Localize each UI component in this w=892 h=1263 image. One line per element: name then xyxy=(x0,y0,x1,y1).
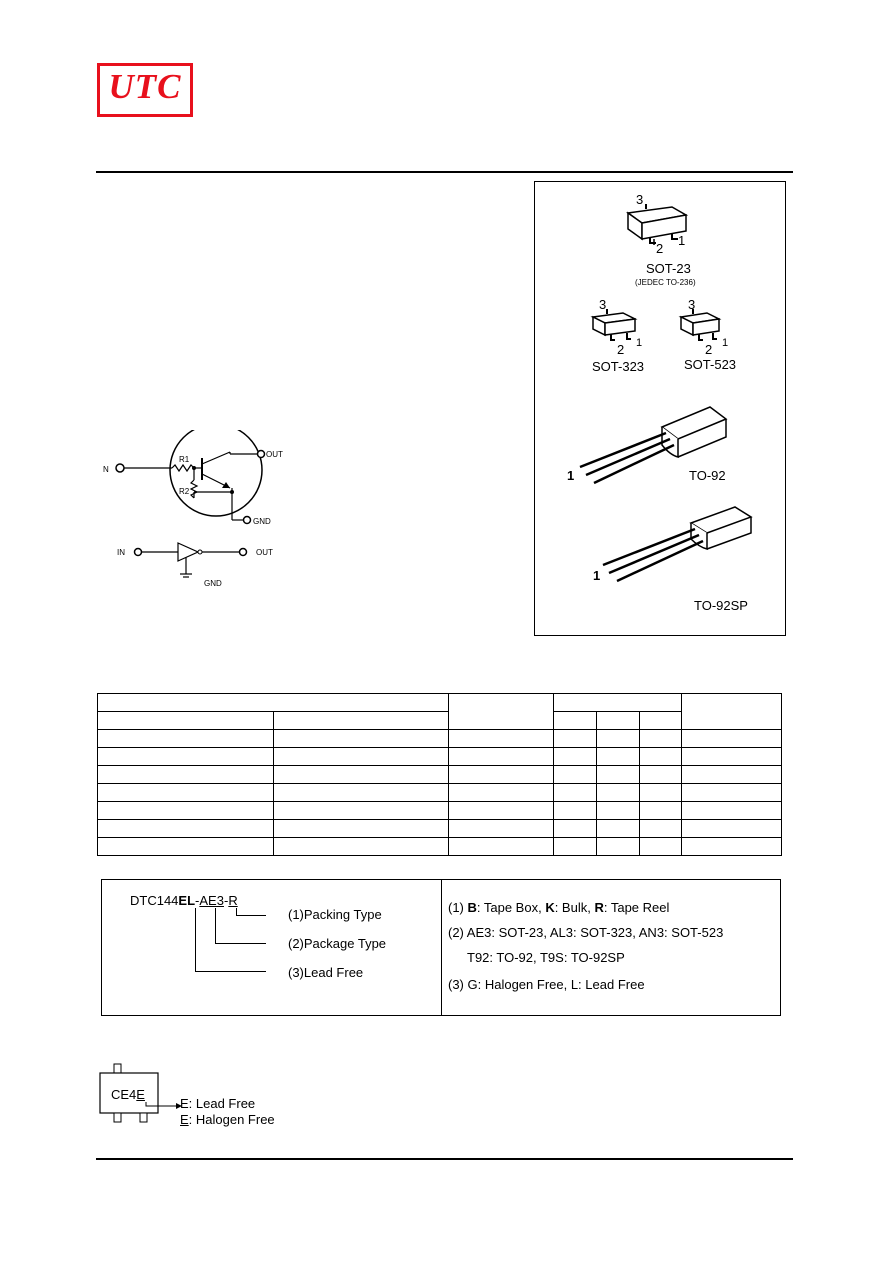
table-cell xyxy=(554,784,597,802)
table-cell xyxy=(554,838,597,856)
table-cell xyxy=(98,712,274,730)
symbol-in-label: IN xyxy=(117,548,125,557)
table-cell xyxy=(98,820,274,838)
marking-legend-key: E xyxy=(180,1112,189,1127)
table-cell xyxy=(449,838,554,856)
sot323-pin3: 3 xyxy=(599,297,607,312)
marking-legend-key: E xyxy=(180,1096,189,1111)
table-cell xyxy=(449,820,554,838)
table-cell xyxy=(554,748,597,766)
decoder-divider xyxy=(441,879,442,1016)
table-cell xyxy=(449,766,554,784)
part-package: AE3 xyxy=(199,893,224,908)
table-cell xyxy=(98,694,449,712)
table-cell xyxy=(682,802,782,820)
table-cell xyxy=(597,748,640,766)
sot23-note: (JEDEC TO-236) xyxy=(635,278,696,287)
table-row xyxy=(98,694,782,712)
table-cell xyxy=(273,712,449,730)
table-cell xyxy=(682,784,782,802)
table-cell xyxy=(640,766,682,784)
legend-value: : Tape Reel xyxy=(603,900,670,915)
legend-lead-free: (3) G: Halogen Free, L: Lead Free xyxy=(448,977,645,992)
part-dash: - xyxy=(195,893,200,908)
part-packing: R xyxy=(228,893,238,908)
sot23-drawing xyxy=(610,195,700,255)
table-cell xyxy=(640,838,682,856)
marking-legend-value: : Lead Free xyxy=(188,1096,256,1111)
table-cell xyxy=(640,730,682,748)
sot323-pin2: 2 xyxy=(617,342,625,357)
table-cell xyxy=(554,730,597,748)
to92sp-drawing xyxy=(595,505,760,590)
table-cell xyxy=(597,802,640,820)
sot523-pin1: 1 xyxy=(722,337,729,349)
table-cell xyxy=(449,784,554,802)
table-cell xyxy=(597,784,640,802)
legend-package-2: T92: TO-92, T9S: TO-92SP xyxy=(467,950,625,965)
table-row xyxy=(98,712,782,730)
table-cell xyxy=(640,712,682,730)
marking-code-suffix: E xyxy=(136,1087,145,1102)
table-cell xyxy=(597,820,640,838)
legend-package-1: (2) AE3: SOT-23, AL3: SOT-323, AN3: SOT-523 xyxy=(448,925,724,940)
table-cell xyxy=(273,784,449,802)
table-cell xyxy=(98,802,274,820)
table-cell xyxy=(273,766,449,784)
table-cell xyxy=(554,802,597,820)
table-cell xyxy=(597,730,640,748)
symbol-gnd-label: GND xyxy=(204,579,222,588)
legend-key: K xyxy=(545,900,555,915)
to92-label: TO-92 xyxy=(689,468,726,483)
table-row xyxy=(98,820,782,838)
to92sp-label: TO-92SP xyxy=(694,598,748,613)
table-cell xyxy=(449,802,554,820)
marking-legend-lead-free xyxy=(180,1096,255,1111)
circuit-out-label: OUT xyxy=(266,450,283,459)
legend-value: : Tape Box, xyxy=(476,900,546,915)
table-cell xyxy=(449,748,554,766)
table-cell xyxy=(554,766,597,784)
table-cell xyxy=(554,712,597,730)
table-cell xyxy=(273,748,449,766)
table-cell xyxy=(273,820,449,838)
sot523-pin2: 2 xyxy=(705,342,713,357)
table-cell xyxy=(98,784,274,802)
table-cell xyxy=(597,838,640,856)
table-cell xyxy=(682,730,782,748)
logo-text: UTC xyxy=(108,67,182,106)
equivalent-circuit xyxy=(110,430,270,530)
marking-code-text: CE4 xyxy=(111,1087,137,1102)
circuit-r1-label: R1 xyxy=(179,455,190,464)
part-number xyxy=(130,893,238,908)
table-row xyxy=(98,748,782,766)
ordering-table xyxy=(97,693,782,856)
table-row xyxy=(98,802,782,820)
table-row xyxy=(98,838,782,856)
table-cell xyxy=(449,694,554,730)
table-cell xyxy=(640,748,682,766)
table-cell xyxy=(682,748,782,766)
sot323-label: SOT-323 xyxy=(592,359,645,374)
legend-key: B xyxy=(467,900,477,915)
table-row xyxy=(98,784,782,802)
callout-lead-free: (3)Lead Free xyxy=(288,965,364,980)
table-cell xyxy=(273,730,449,748)
callout-packing-type: (1)Packing Type xyxy=(288,907,382,922)
marking-code xyxy=(111,1087,145,1102)
marking-legend-halogen-free xyxy=(180,1112,275,1127)
table-cell xyxy=(98,748,274,766)
part-dash: - xyxy=(223,893,229,908)
table-cell xyxy=(98,766,274,784)
table-cell xyxy=(554,820,597,838)
table-cell xyxy=(597,766,640,784)
table-cell xyxy=(597,712,640,730)
legend-key: R xyxy=(594,900,604,915)
table-cell xyxy=(98,838,274,856)
logic-symbol xyxy=(130,540,250,585)
table-cell xyxy=(682,838,782,856)
circuit-r2-label: R2 xyxy=(179,487,190,496)
sot23-pin2: 2 xyxy=(656,241,664,256)
sot23-pin1: 1 xyxy=(678,233,686,248)
legend-value: : Bulk, xyxy=(554,900,595,915)
circuit-in-label: N xyxy=(103,465,109,474)
to92sp-pin1: 1 xyxy=(593,568,601,583)
circuit-gnd-label: GND xyxy=(253,517,271,526)
table-cell xyxy=(640,784,682,802)
header-rule xyxy=(96,171,793,173)
table-cell xyxy=(682,820,782,838)
legend-prefix: (1) xyxy=(448,900,468,915)
marking-legend-value: : Halogen Free xyxy=(188,1112,275,1127)
part-prefix: DTC144 xyxy=(130,893,179,908)
table-cell xyxy=(449,730,554,748)
table-row xyxy=(98,730,782,748)
sot523-pin3: 3 xyxy=(688,297,696,312)
table-cell xyxy=(640,802,682,820)
to92-pin1: 1 xyxy=(567,468,575,483)
sot23-pin3: 3 xyxy=(636,192,644,207)
sot523-label: SOT-523 xyxy=(684,357,737,372)
table-cell xyxy=(682,694,782,730)
table-row xyxy=(98,766,782,784)
table-cell xyxy=(98,730,274,748)
part-el: EL xyxy=(178,893,196,908)
footer-rule xyxy=(96,1158,793,1160)
table-cell xyxy=(640,820,682,838)
table-cell xyxy=(682,766,782,784)
utc-logo xyxy=(97,63,193,117)
table-cell xyxy=(273,838,449,856)
sot23-label: SOT-23 xyxy=(646,261,691,276)
table-cell xyxy=(554,694,682,712)
symbol-out-label: OUT xyxy=(256,548,273,557)
sot323-pin1: 1 xyxy=(636,337,643,349)
callout-package-type: (2)Package Type xyxy=(288,936,387,951)
legend-packing xyxy=(448,900,669,915)
table-cell xyxy=(273,802,449,820)
